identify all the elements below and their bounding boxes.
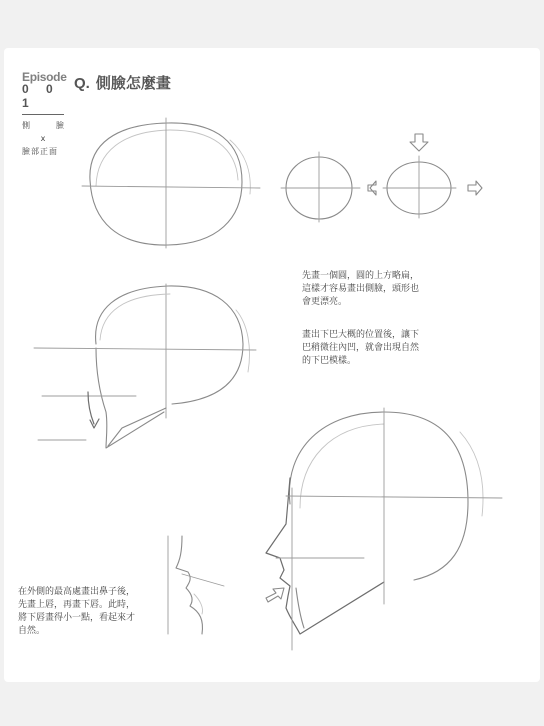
note-line: 在外側的最高處畫出鼻子後， — [18, 587, 136, 597]
episode-block — [22, 70, 68, 158]
note-chin — [302, 329, 419, 368]
manga-page — [4, 48, 540, 682]
note-line: 畫出下巴大概的位置後，讓下 — [302, 330, 420, 340]
category-x: x — [40, 134, 46, 143]
head-circle-sketch — [82, 118, 260, 248]
category-sub: 臉部正面 — [22, 147, 58, 156]
profile-sketch — [266, 408, 502, 650]
note-line: 巴稍微往內凹，就會出現自然 — [302, 343, 420, 353]
front-circle-sketch — [281, 152, 360, 222]
arrow-down-icon — [410, 134, 428, 151]
episode-number: 0 0 1 — [22, 82, 60, 110]
category-main — [22, 119, 64, 132]
note-line: 將下唇畫得小一點，看起來才 — [18, 613, 136, 623]
title-text: 側臉怎麼畫 — [95, 74, 171, 92]
note-line: 這樣才容易畫出側臉，頭形也 — [302, 284, 420, 294]
page-title — [74, 72, 171, 93]
episode-divider — [22, 114, 64, 115]
note-circle — [302, 270, 419, 309]
category-right: 臉 — [56, 121, 64, 130]
title-q: Q. — [74, 75, 90, 92]
episode-category — [22, 119, 64, 158]
note-nose — [18, 586, 135, 638]
note-line: 自然。 — [18, 626, 46, 636]
chin-sketch — [34, 284, 256, 448]
note-line: 的下巴模樣。 — [302, 356, 357, 366]
note-line: 會更漂亮。 — [302, 297, 348, 307]
arrow-up-right-icon — [266, 588, 284, 602]
episode-label: Episode — [22, 70, 67, 84]
category-left: 側 — [22, 121, 30, 130]
note-line: 先畫一個圓，圓的上方略扁， — [302, 271, 420, 281]
note-line: 先畫上唇，再畫下唇。此時， — [18, 600, 136, 610]
lips-sketch — [168, 536, 224, 634]
arrow-right-icon — [468, 181, 482, 195]
arrow-left-icon — [368, 181, 376, 195]
squashed-circle-sketch — [368, 134, 482, 218]
